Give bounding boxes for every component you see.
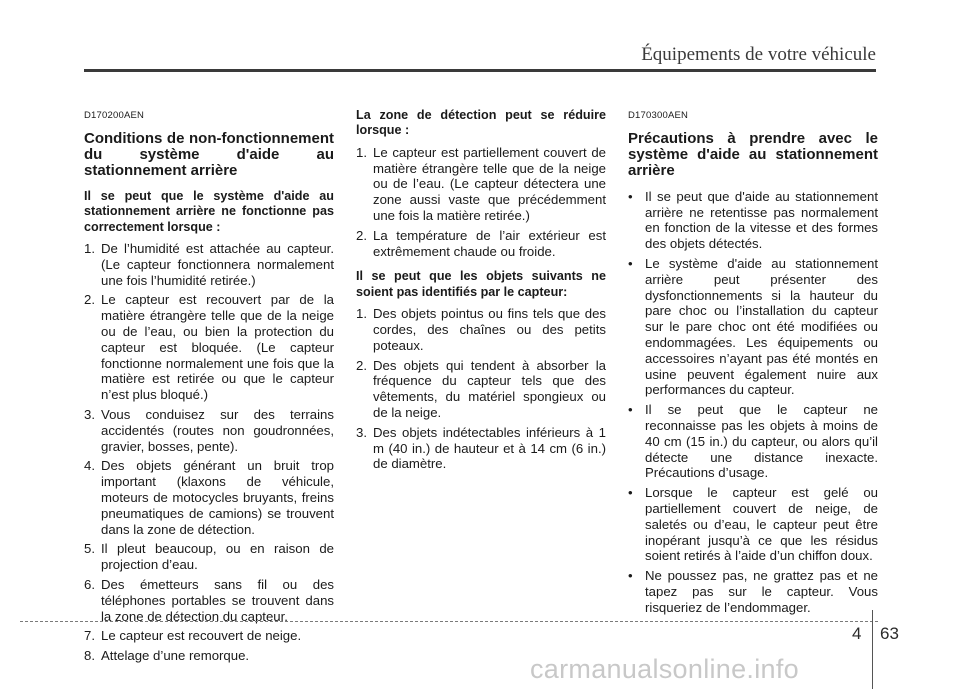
list-item: [84, 241, 334, 288]
reduced-zone-list: [356, 145, 606, 260]
item-number: 1.: [356, 306, 367, 322]
column-precautions: [628, 108, 878, 626]
item-text: Le capteur est partiellement couvert de matière étrangère telle que de la neige ou de l’eau. (Le capteur détectera une zone aussi vaste que précédemment une fois la matière retirée.): [373, 144, 606, 223]
header-rule: [84, 69, 876, 72]
chapter-number: 4: [852, 624, 862, 643]
item-text: Des objets indétectables inférieurs à 1 m (40 in.) de hauteur et à 14 cm (6 in.) de diamètre.: [373, 424, 606, 472]
list-item: [84, 577, 334, 624]
precaution-list: [628, 189, 878, 616]
item-text: Des émetteurs sans fil ou des téléphones portables se trouvent dans la zone de détection du capteur.: [101, 576, 334, 624]
item-number: 5.: [84, 541, 95, 557]
list-item: [356, 425, 606, 472]
item-number: 7.: [84, 628, 95, 644]
bullet-mark: •: [628, 255, 633, 271]
item-text: Lorsque le capteur est gelé ou partiellement couvert de neige, de saletés ou d’eau, le capteur peut être inopérant jusqu’à ce que les résidus soient retirés à l’aide d’un chiffon doux.: [645, 485, 878, 564]
item-text: Vous conduisez sur des terrains accidentés (routes non goudronnées, gravier, bosses, pente).: [101, 406, 334, 454]
item-number: 4.: [84, 458, 95, 474]
subhead-reduced-zone: La zone de détection peut se réduire lorsque :: [356, 108, 606, 138]
list-item: [356, 145, 606, 224]
bullet-item: [628, 189, 878, 252]
item-text: Il se peut que d'aide au stationnement arrière ne retentisse pas normalement en fonction de la vitesse et des formes des objets détectés.: [645, 188, 878, 252]
list-item: [356, 228, 606, 260]
item-text: Le système d'aide au stationnement arrière peut présenter des dysfonctionnements si la hauteur du pare choc ou l’installation du capteur sur le pare choc ont été modifiées ou endommagées. Les équipements ou accessoires n’ayant pas été montés en usine peuvent également nuire aux performances du capteur.: [645, 255, 878, 398]
list-item: [356, 358, 606, 421]
list-item: [84, 292, 334, 403]
item-text: De l’humidité est attachée au capteur. (Le capteur fonctionnera normalement une fois l’humidité retirée.): [101, 241, 334, 288]
bullet-item: [628, 568, 878, 615]
list-item: [84, 458, 334, 537]
item-text: Des objets pointus ou fins tels que des cordes, des chaînes ou des petits poteaux.: [373, 306, 606, 353]
item-text: Il pleut beaucoup, ou en raison de projection d’eau.: [101, 541, 334, 573]
bullet-mark: •: [628, 188, 633, 204]
watermark: carmanualsonline.info: [530, 654, 799, 684]
bullet-mark: •: [628, 568, 633, 584]
item-text: Attelage d’une remorque.: [101, 648, 250, 664]
bullet-mark: •: [628, 485, 633, 501]
section-heading: Conditions de non-fonctionnement du système d'aide au stationnement arrière: [84, 129, 334, 179]
list-item: [84, 648, 334, 664]
footer-rule: [20, 621, 878, 622]
bullet-item: [628, 402, 878, 481]
column-detection-zone: [356, 108, 606, 482]
item-number: 6.: [84, 576, 95, 592]
list-item: [84, 628, 334, 644]
bullet-item: [628, 485, 878, 564]
item-number: 3.: [84, 406, 95, 422]
item-text: Des objets qui tendent à absorber la fréquence du capteur tels que des vêtements, du matériel spongieux ou de la neige.: [373, 357, 606, 420]
item-text: La température de l’air extérieur est extrêmement chaude ou froide.: [373, 227, 606, 259]
item-text: Des objets générant un bruit trop important (klaxons de véhicule, moteurs de motocycles bruyants, freins pneumatiques de camions) se trouvent dans la zone de détection.: [101, 458, 334, 537]
list-item: [84, 541, 334, 573]
section-code: D170300AEN: [628, 110, 689, 121]
item-number: 2.: [356, 357, 367, 373]
item-number: 1.: [356, 144, 367, 160]
list-item: [84, 407, 334, 454]
list-item: [356, 306, 606, 353]
condition-list: [84, 241, 334, 664]
item-text: Le capteur est recouvert de neige.: [101, 628, 302, 644]
item-number: 3.: [356, 424, 367, 440]
item-number: 8.: [84, 648, 95, 664]
item-number: 2.: [356, 227, 367, 243]
section-code: D170200AEN: [84, 110, 145, 121]
page-number-divider: [872, 610, 873, 689]
item-number: 2.: [84, 292, 95, 308]
unidentified-objects-list: [356, 306, 606, 472]
item-number: 1.: [84, 241, 95, 257]
item-text: Il se peut que le capteur ne reconnaisse pas les objets à moins de 40 cm (15 in.) du capteur, ou alors qu’il détecte une distance inexacte. Précautions d’usage.: [645, 402, 878, 481]
column-non-operation: [84, 108, 334, 674]
item-text: Ne poussez pas, ne grattez pas et ne tapez pas sur le capteur. Vous risqueriez de l’endommager.: [645, 568, 878, 615]
bullet-mark: •: [628, 402, 633, 418]
section-heading: Précautions à prendre avec le système d'aide au stationnement arrière: [628, 129, 878, 179]
section-title: Équipements de votre véhicule: [641, 44, 876, 65]
item-text: Le capteur est recouvert par de la matière étrangère telle que de la neige ou de l’eau, ou bien la protection du capteur est bloquée. (Le capteur fonctionne normalement une fois que la matière est retirée ou que le capteur n’est plus bloqué.): [101, 292, 334, 403]
subhead-unidentified-objects: Il se peut que les objets suivants ne soient pas identifiés par le capteur:: [356, 269, 606, 299]
bullet-item: [628, 256, 878, 398]
intro-text: Il se peut que le système d'aide au stationnement arrière ne fonctionne pas correctement lorsque :: [84, 188, 334, 234]
page-number: 63: [880, 624, 899, 643]
